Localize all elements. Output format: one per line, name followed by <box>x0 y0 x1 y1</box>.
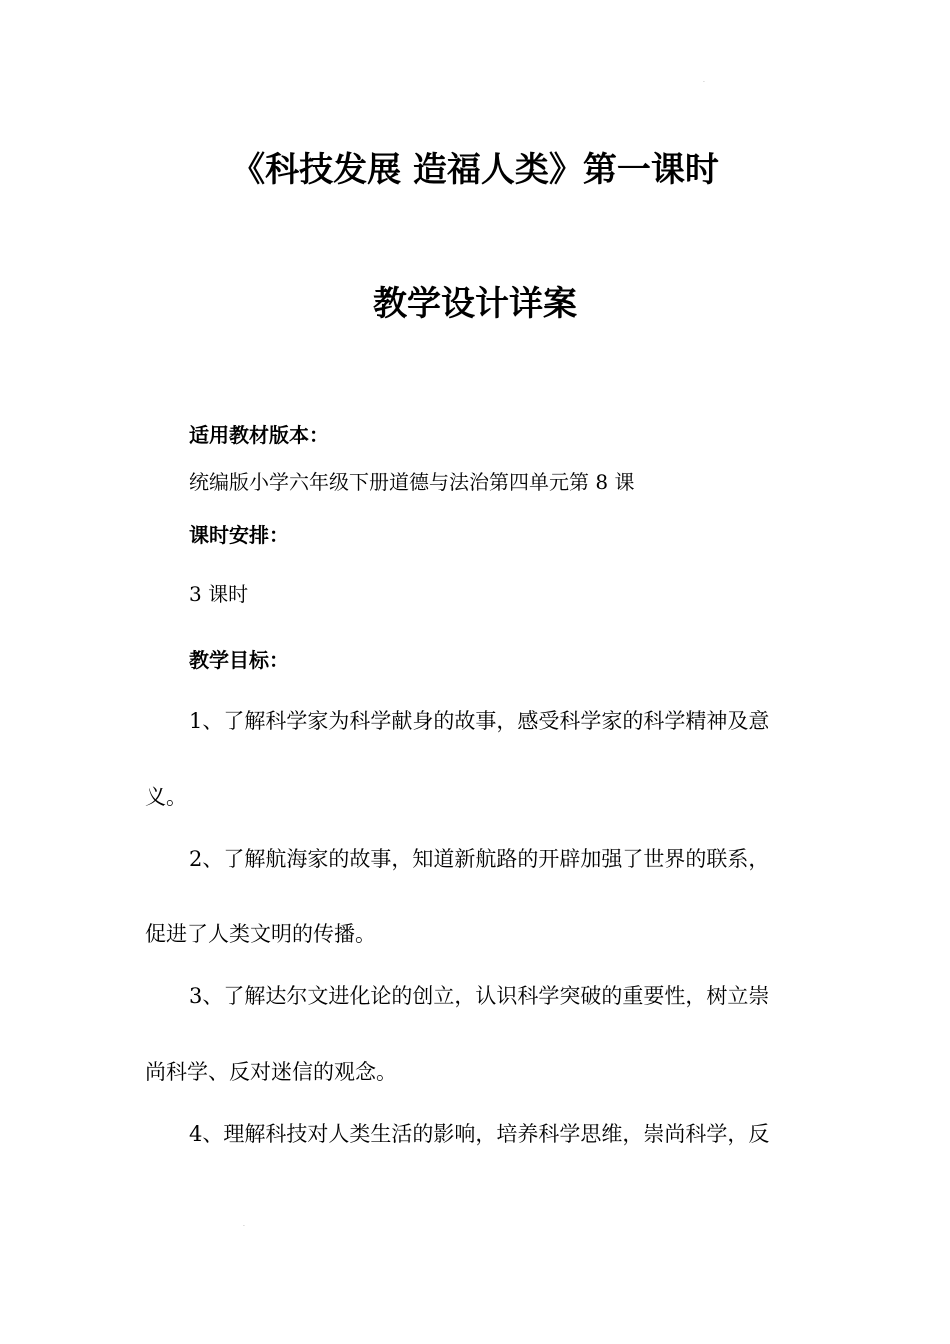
document-title-line2: 教学设计详案 <box>373 284 577 324</box>
goal-1-line1: 1、了解科学家为科学献身的故事，感受科学家的科学精神及意 <box>189 709 770 733</box>
edition-value: 统编版小学六年级下册道德与法治第四单元第 8 课 <box>189 470 635 494</box>
goal-4-line1: 4、理解科技对人类生活的影响，培养科学思维，崇尚科学，反 <box>189 1122 770 1146</box>
corner-mark-bottom: · <box>243 1223 245 1230</box>
goal-2-line2: 促进了人类文明的传播。 <box>145 922 376 946</box>
corner-mark-top: · <box>703 79 705 86</box>
schedule-value: 3 课时 <box>189 582 249 606</box>
goal-3-line1: 3、了解达尔文进化论的创立，认识科学突破的重要性，树立崇 <box>189 984 770 1008</box>
edition-heading: 适用教材版本： <box>189 423 329 447</box>
document-title-line1: 《科技发展 造福人类》第一课时 <box>231 150 719 190</box>
goals-heading: 教学目标： <box>189 648 289 672</box>
goal-2-line1: 2、了解航海家的故事，知道新航路的开辟加强了世界的联系， <box>189 847 770 871</box>
goal-1-line2: 义。 <box>145 785 187 809</box>
schedule-heading: 课时安排： <box>189 523 289 547</box>
goal-3-line2: 尚科学、反对迷信的观念。 <box>145 1060 397 1084</box>
